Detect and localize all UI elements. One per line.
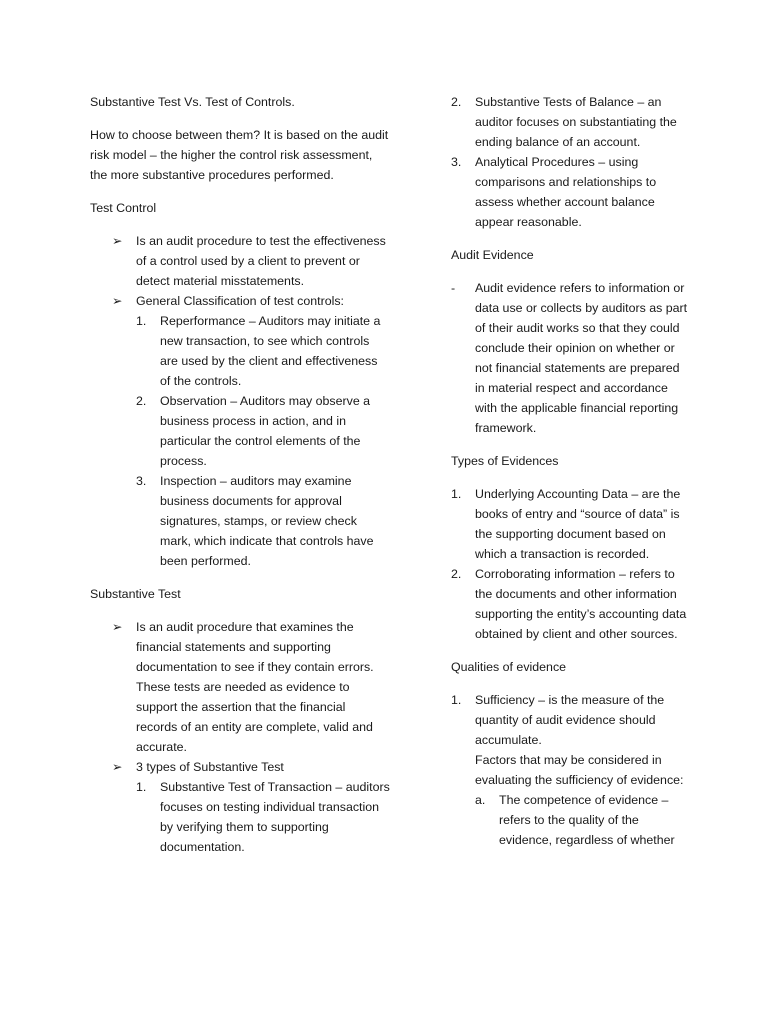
bullet-item [90,291,390,571]
bullet-text: Is an audit procedure that examines the financial statements and supporting documentation to see if they contain errors. These tests are needed as evidence to support the assertion that the financial records of an entity are complete, valid and accurate. [136,620,374,754]
list-item [475,790,691,850]
test-control-bullets [90,231,390,571]
audit-evidence-item [451,278,691,438]
list-item [136,311,390,391]
arrow-bullet-icon: ➢ [112,294,123,308]
list-text: Observation – Auditors may observe a business process in action, and in particular the control elements of the process. [160,394,371,468]
list-text: Underlying Accounting Data – are the books of entry and “source of data” is the supporting document based on which a transaction is recorded. [475,487,681,561]
bullet-item [90,757,390,857]
list-text: Corroborating information – refers to the documents and other information supporting the entity’s accounting data obtained by client and other sources. [475,567,687,641]
arrow-bullet-icon: ➢ [112,234,123,248]
list-text: Inspection – auditors may examine business documents for approval signatures, stamps, or review check mark, which indicate that controls have been performed. [160,474,374,568]
list-text: Substantive Test of Transaction – auditors focuses on testing individual transaction by verifying them to supporting documentation. [160,780,390,854]
list-marker: 1. [136,314,147,328]
list-item [451,564,691,644]
list-marker: 2. [136,394,147,408]
list-item [451,690,691,850]
arrow-bullet-icon: ➢ [112,760,123,774]
types-of-evidences-heading: Types of Evidences [451,454,559,468]
arrow-bullet-icon: ➢ [112,620,123,634]
qualities-list [451,690,691,850]
document-title: Substantive Test Vs. Test of Controls. [90,95,295,109]
list-marker: 1. [451,487,462,501]
qualities-heading: Qualities of evidence [451,660,567,674]
list-marker: 3. [451,155,462,169]
list-item [136,391,390,471]
list-text: Reperformance – Auditors may initiate a new transaction, to see which controls are used by the client and effectiveness of the controls. [160,314,381,388]
types-of-evidences-list [451,484,691,644]
list-item [451,484,691,564]
bullet-text: General Classification of test controls: [136,294,344,308]
list-text: Analytical Procedures – using comparisons and relationships to assess whether account balance appear reasonable. [475,155,657,229]
right-column [451,92,691,850]
list-marker: 1. [136,780,147,794]
bullet-text: Is an audit procedure to test the effectiveness of a control used by a client to prevent or detect material misstatements. [136,234,386,288]
list-item [451,152,691,232]
list-text: Sufficiency – is the measure of the quantity of audit evidence should accumulate. [475,693,665,747]
left-column [90,92,390,857]
list-marker: 3. [136,474,147,488]
bullet-text: 3 types of Substantive Test [136,760,284,774]
list-marker: 2. [451,95,462,109]
audit-evidence-heading: Audit Evidence [451,248,534,262]
substantive-types-list [136,777,390,857]
audit-evidence-text: Audit evidence refers to information or data use or collects by auditors as part of their audit works so that they could conclude their opinion on whether or not financial statements are prepared in material respect and accordance with the applicable financial reporting framework. [475,281,688,435]
qualities-sub-list [475,790,691,850]
list-marker: 2. [451,567,462,581]
list-marker: 1. [451,693,462,707]
classification-list [136,311,390,571]
list-text-extra: Factors that may be considered in evaluating the sufficiency of evidence: [475,753,684,787]
list-item [451,92,691,152]
test-control-heading: Test Control [90,201,157,215]
bullet-item [90,617,390,757]
list-item [136,471,390,571]
substantive-types-continued [451,92,691,232]
substantive-test-bullets [90,617,390,857]
dash-marker: - [451,281,456,295]
list-text: Substantive Tests of Balance – an auditor focuses on substantiating the ending balance of an account. [475,95,677,149]
intro-paragraph: How to choose between them? It is based on the audit risk model – the higher the control risk assessment, the more substantive procedures performed. [90,128,389,182]
substantive-test-heading: Substantive Test [90,587,181,601]
bullet-item [90,231,390,291]
list-marker: a. [475,793,486,807]
list-item [136,777,390,857]
list-text: The competence of evidence – refers to the quality of the evidence, regardless of whether [499,793,675,847]
